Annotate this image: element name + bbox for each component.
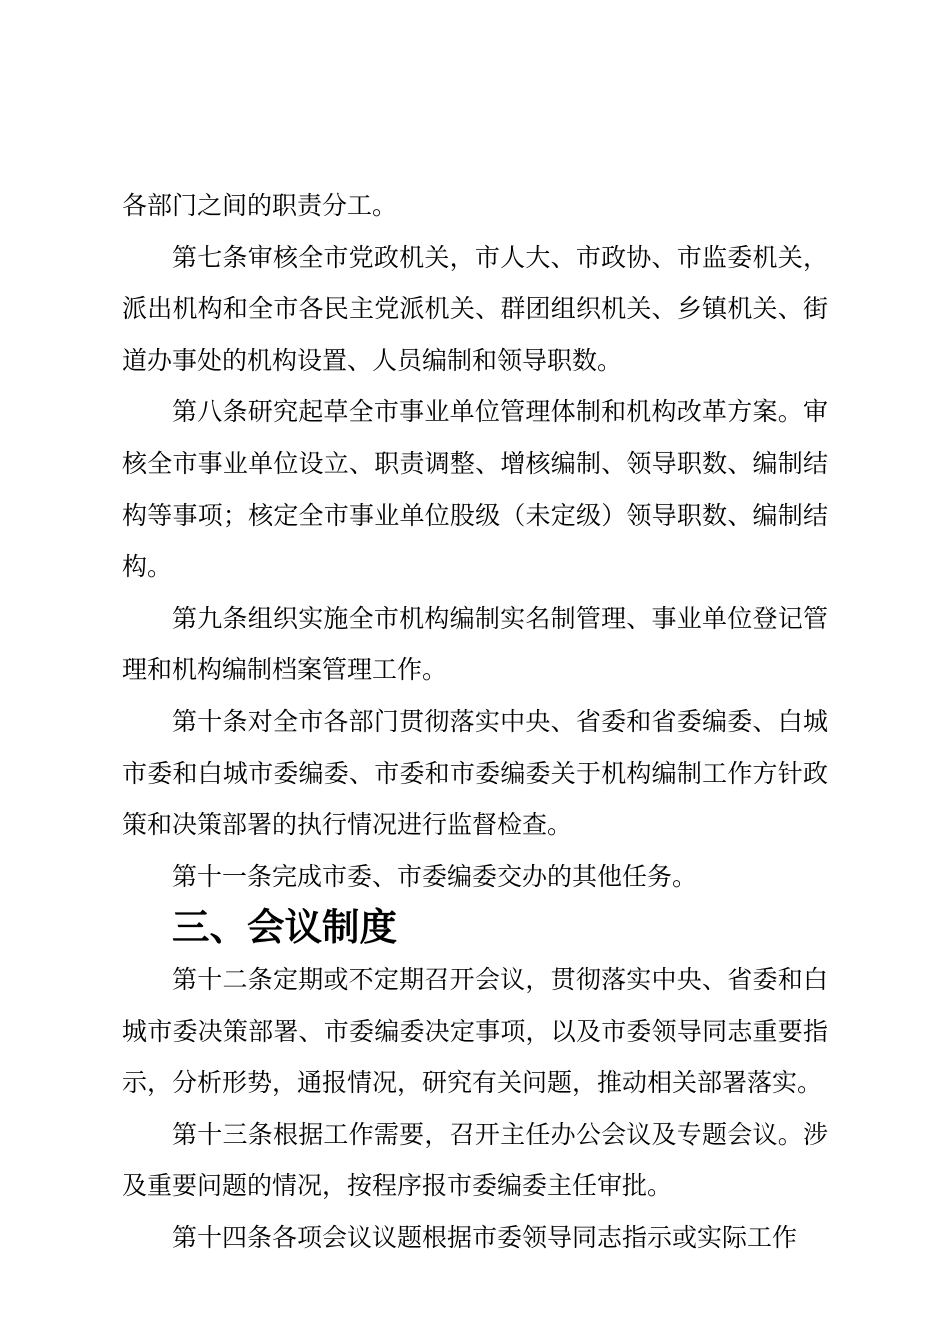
article-7-paragraph: 第七条审核全市党政机关，市人大、市政协、市监委机关，派出机构和全市各民主党派机关、群团组织机关、乡镇机关、街道办事处的机构设置、人员编制和领导职数。 — [122, 242, 828, 375]
article-8-paragraph: 第八条研究起草全市事业单位管理体制和机构改革方案。审核全市事业单位设立、职责调整、增核编制、领导职数、编制结构等事项；核定全市事业单位股级（未定级）领导职数、编制结构。 — [122, 397, 828, 582]
article-11-paragraph: 第十一条完成市委、市委编委交办的其他任务。 — [172, 861, 698, 891]
paragraph-continuation: 各部门之间的职责分工。 — [122, 191, 398, 220]
article-10-paragraph: 第十条对全市各部门贯彻落实中央、省委和省委编委、白城市委和白城市委编委、市委和市委编委关于机构编制工作方针政策和决策部署的执行情况进行监督检查。 — [122, 706, 828, 840]
article-12-paragraph: 第十二条定期或不定期召开会议，贯彻落实中央、省委和白城市委决策部署、市委编委决定事项，以及市委领导同志重要指示，分析形势，通报情况，研究有关问题，推动相关部署落实。 — [122, 964, 828, 1098]
document-page — [122, 180, 828, 1263]
article-13-paragraph: 第十三条根据工作需要，召开主任办公会议及专题会议。涉及重要问题的情况，按程序报市委编委主任审批。 — [122, 1119, 828, 1201]
article-9-paragraph: 第九条组织实施全市机构编制实名制管理、事业单位登记管理和机构编制档案管理工作。 — [122, 603, 828, 685]
section-heading-meeting-system: 三、会议制度 — [172, 905, 397, 950]
article-14-paragraph: 第十四条各项会议议题根据市委领导同志指示或实际工作 — [172, 1222, 798, 1252]
